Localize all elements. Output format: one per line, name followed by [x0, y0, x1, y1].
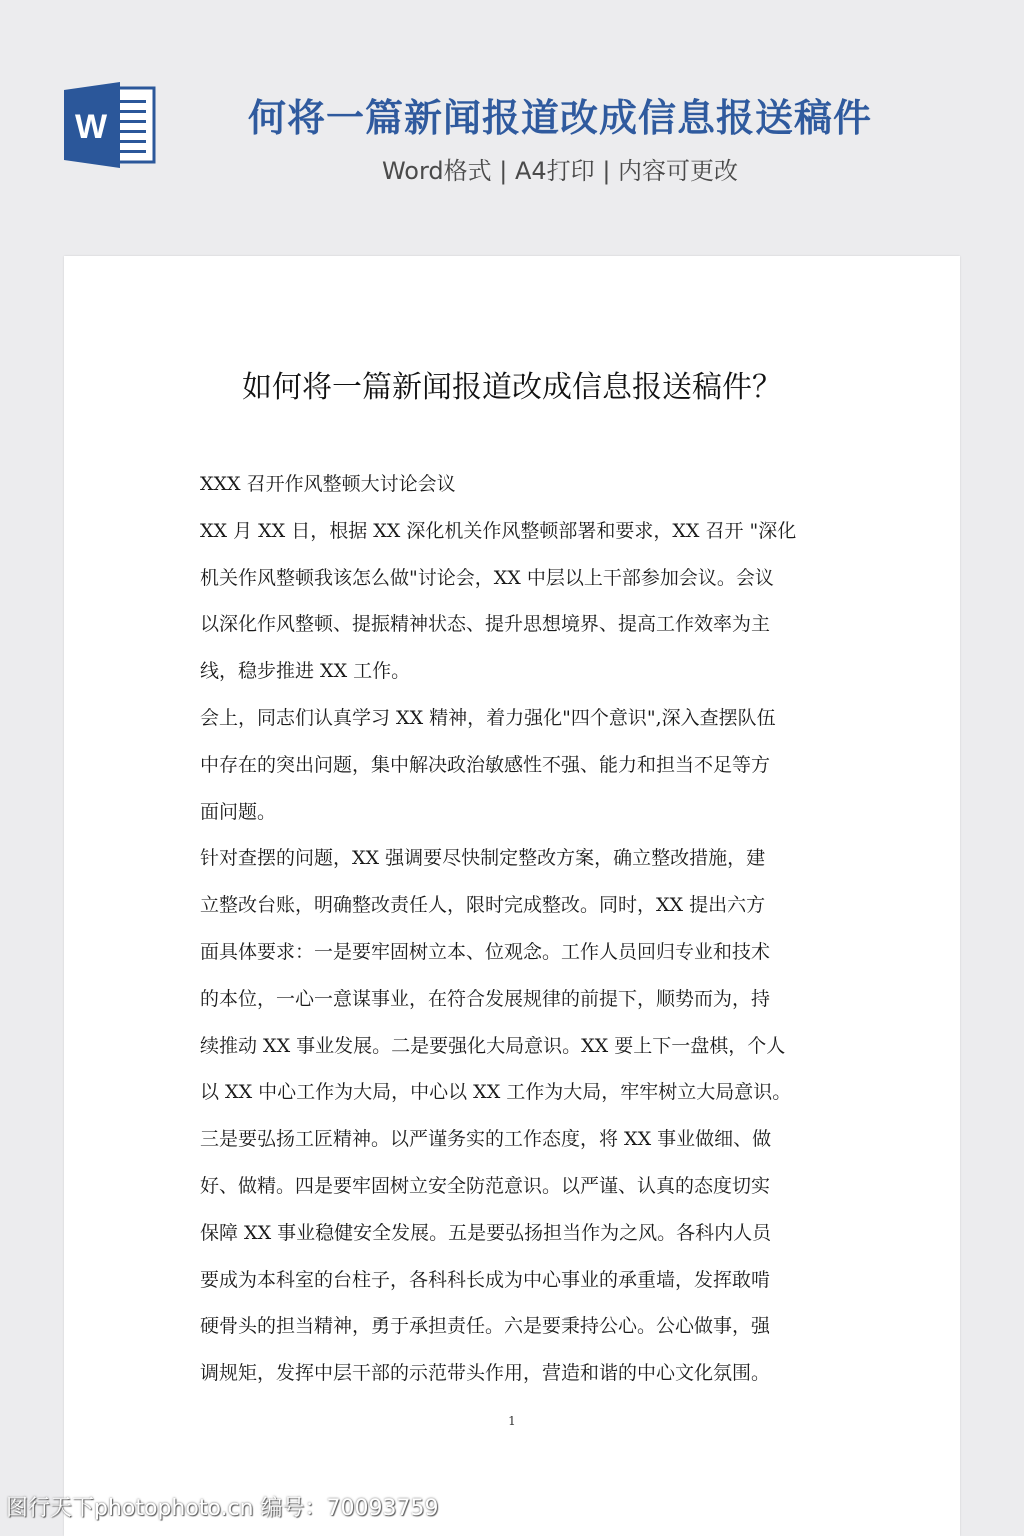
document-line: 好、做精。四是要牢固树立安全防范意识。以严谨、认真的态度切实	[200, 1174, 771, 1197]
banner-subtitle: Word格式 | A4打印 | 内容可更改	[381, 157, 739, 185]
document-line: 中存在的突出问题，集中解决政治敏感性不强、能力和担当不足等方	[200, 753, 771, 776]
document-line: 以深化作风整顿、提振精神状态、提升思想境界、提高工作效率为主	[200, 613, 771, 636]
document-line: 面问题。	[200, 800, 277, 823]
document-line: 机关作风整顿我该怎么做"讨论会，XX 中层以上干部参加会议。会议	[200, 566, 774, 589]
watermark: 图行天下photophoto.cn 编号：70093759	[6, 1496, 439, 1521]
header-banner	[0, 0, 1024, 240]
document-page	[64, 256, 960, 1536]
page-number: 1	[508, 1414, 516, 1428]
svg-text:W: W	[74, 108, 108, 146]
document-line: 硬骨头的担当精神，勇于承担责任。六是要秉持公心。公心做事，强	[200, 1315, 771, 1338]
document-title: 如何将一篇新闻报道改成信息报送稿件？	[242, 370, 782, 405]
document-line: 保障 XX 事业稳健安全发展。五是要弘扬担当作为之风。各科内人员	[200, 1221, 772, 1244]
document-line: 的本位，一心一意谋事业，在符合发展规律的前提下，顺势而为，持	[200, 987, 771, 1010]
document-line: 面具体要求：一是要牢固树立本、位观念。工作人员回归专业和技术	[200, 940, 771, 963]
document-line: 以 XX 中心工作为大局，中心以 XX 工作为大局，牢牢树立大局意识。	[200, 1081, 792, 1104]
document-line: 要成为本科室的台柱子，各科科长成为中心事业的承重墙，发挥敢啃	[200, 1268, 771, 1291]
document-line: 三是要弘扬工匠精神。以严谨务实的工作态度，将 XX 事业做细、做	[200, 1128, 772, 1151]
word-logo-icon	[64, 82, 158, 168]
banner-title: 何将一篇新闻报道改成信息报送稿件	[247, 96, 872, 140]
document-line: 针对查摆的问题，XX 强调要尽快制定整改方案，确立整改措施，建	[200, 847, 766, 870]
document-line: 调规矩，发挥中层干部的示范带头作用，营造和谐的中心文化氛围。	[200, 1362, 771, 1385]
document-line: 立整改台账，明确整改责任人，限时完成整改。同时，XX 提出六方	[200, 894, 766, 917]
document-line: 线，稳步推进 XX 工作。	[200, 660, 411, 683]
document-line: 续推动 XX 事业发展。二是要强化大局意识。XX 要上下一盘棋，个人	[200, 1034, 786, 1057]
document-line: XXX 召开作风整顿大讨论会议	[200, 473, 456, 495]
document-line: XX 月 XX 日，根据 XX 深化机关作风整顿部署和要求，XX 召开 "深化	[200, 519, 797, 542]
document-body	[200, 461, 830, 1397]
document-line: 会上，同志们认真学习 XX 精神，着力强化"四个意识",深入查摆队伍	[200, 706, 776, 729]
